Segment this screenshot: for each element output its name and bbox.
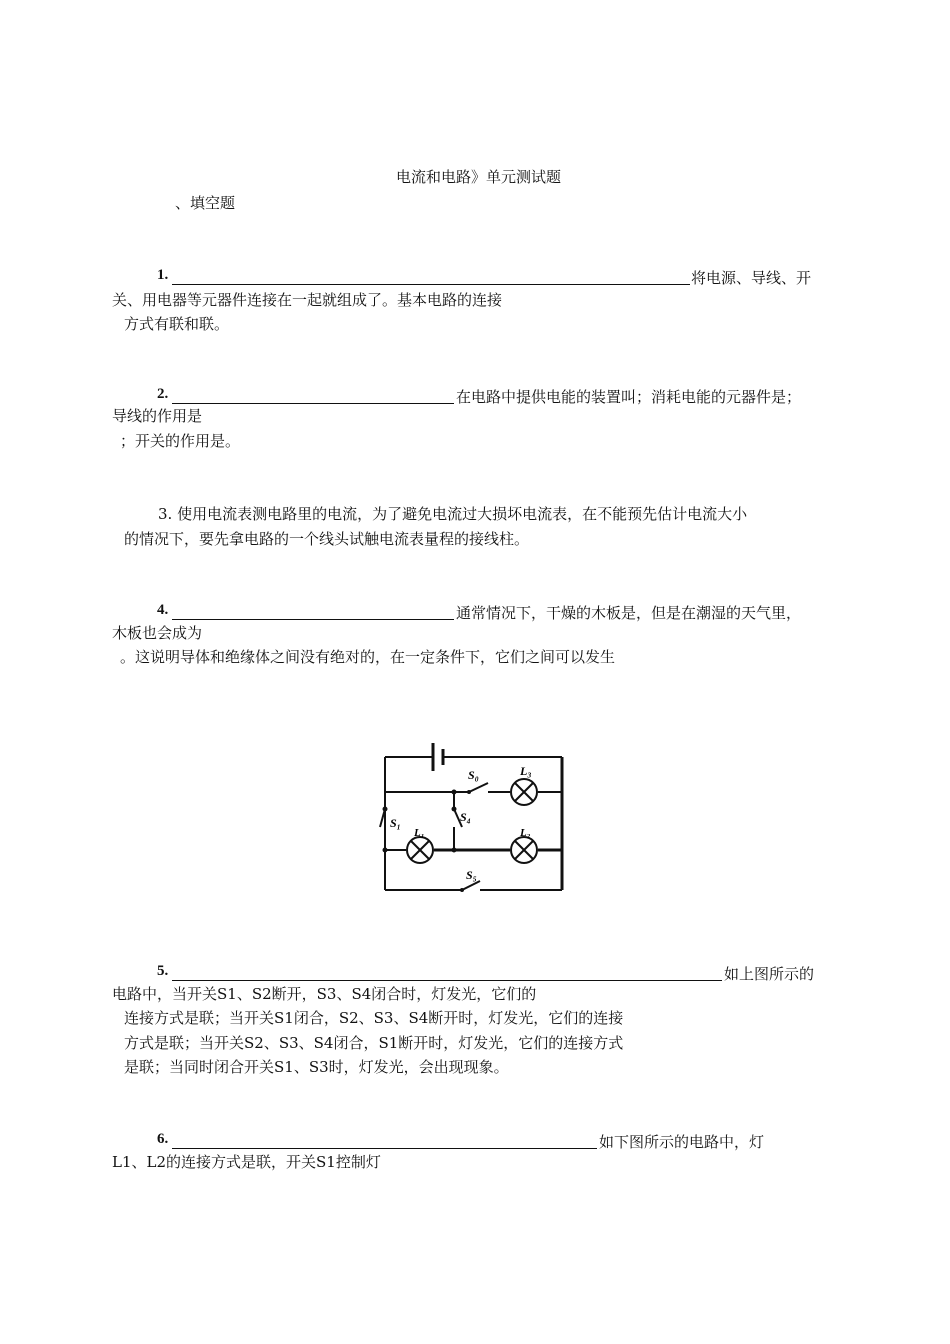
label-l3: L₃ bbox=[520, 764, 532, 778]
q3-text-line2: 的情况下，要先拿电路的一个线头试触电流表量程的接线柱。 bbox=[124, 530, 530, 548]
label-s0: S₀ bbox=[468, 768, 479, 782]
q2-number: 2. bbox=[157, 386, 169, 402]
q1-text-line2: 关、用电器等元器件连接在一起就组成了。基本电路的连接 bbox=[112, 291, 503, 309]
q4-text-line2: 木板也会成为 bbox=[112, 624, 203, 642]
q5-text-line4: 方式是联；当开关S2、S3、S4闭合，S1断开时，灯发光，它们的连接方式 bbox=[124, 1034, 624, 1052]
label-l1: L₁ bbox=[414, 827, 425, 839]
q6-number: 6. bbox=[157, 1131, 169, 1147]
q5-text-line2: 电路中，当开关S1、S2断开，S3、S4闭合时，灯发光，它们的 bbox=[112, 985, 537, 1003]
q4-answer-blank[interactable] bbox=[172, 619, 454, 620]
q6-text: 如下图所示的电路中，灯 bbox=[599, 1133, 765, 1151]
circuit-diagram bbox=[370, 735, 575, 895]
q6-text-line2: L1、L2的连接方式是联，开关S1控制灯 bbox=[112, 1153, 381, 1171]
q2-text-line2: 导线的作用是 bbox=[112, 407, 203, 425]
label-s1: S₁ bbox=[390, 816, 401, 830]
page-title: 电流和电路》单元测试题 bbox=[396, 168, 562, 186]
section-heading: 、填空题 bbox=[175, 194, 236, 212]
label-s5: S₅ bbox=[466, 868, 477, 882]
q1-text: 将电源、导线、开 bbox=[691, 269, 812, 287]
q1-text-line3: 方式有联和联。 bbox=[124, 315, 230, 333]
label-l2: L₂ bbox=[520, 827, 531, 839]
q4-text-line3: 。这说明导体和绝缘体之间没有绝对的，在一定条件下，它们之间可以发生 bbox=[120, 648, 616, 666]
q2-answer-blank[interactable] bbox=[172, 403, 454, 404]
q5-number: 5. bbox=[157, 963, 169, 979]
q6-answer-blank[interactable] bbox=[172, 1148, 597, 1149]
q5-text: 如上图所示的 bbox=[724, 965, 815, 983]
q3-text: 3. 使用电流表测电路里的电流，为了避免电流过大损坏电流表，在不能预先估计电流大小 bbox=[158, 505, 748, 523]
q5-text-line3: 连接方式是联；当开关S1闭合，S2、S3、S4断开时，灯发光，它们的连接 bbox=[124, 1009, 624, 1027]
q5-answer-blank[interactable] bbox=[172, 980, 722, 981]
q1-number: 1. bbox=[157, 267, 169, 283]
q5-text-line5: 是联；当同时闭合开关S1、S3时，灯发光，会出现现象。 bbox=[124, 1058, 509, 1076]
q4-text: 通常情况下，干燥的木板是，但是在潮湿的天气里， bbox=[456, 604, 802, 622]
q1-answer-blank[interactable] bbox=[172, 284, 690, 285]
label-s4: S₄ bbox=[460, 810, 471, 824]
q2-text: 在电路中提供电能的装置叫；消耗电能的元器件是； bbox=[456, 388, 802, 406]
q2-text-line3: ；开关的作用是。 bbox=[120, 432, 241, 450]
q4-number: 4. bbox=[157, 602, 169, 618]
